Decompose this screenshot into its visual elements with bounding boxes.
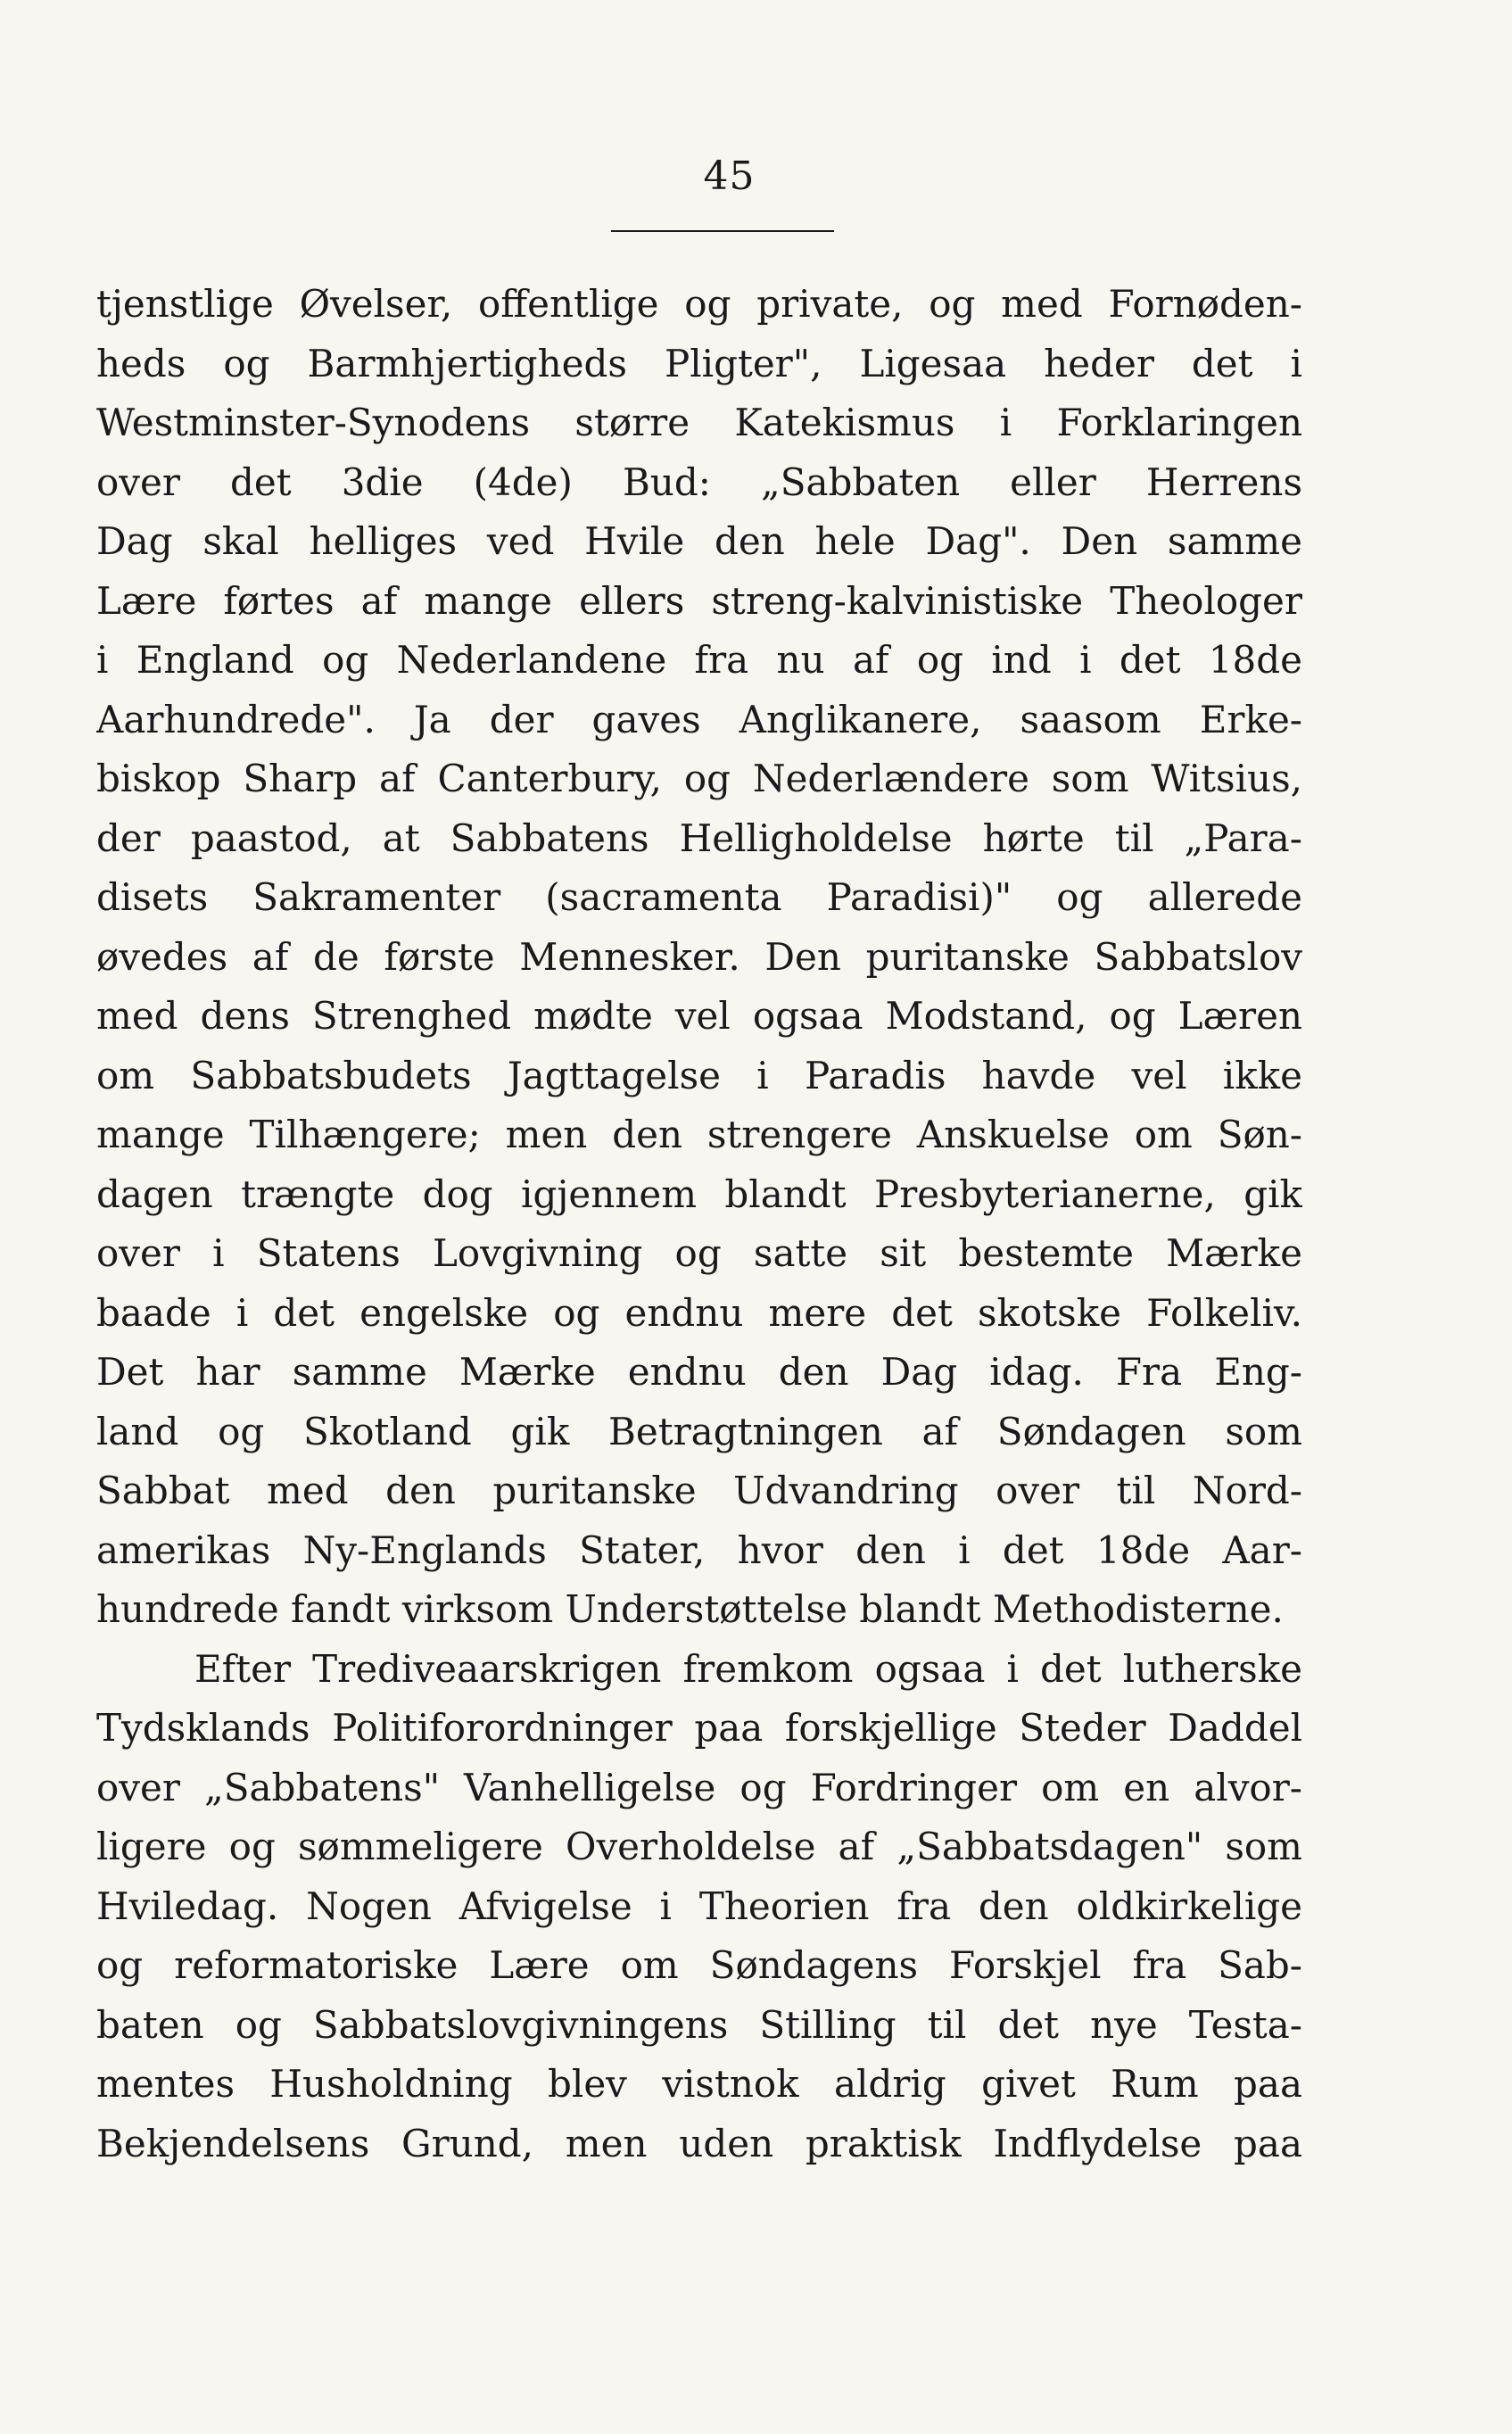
text-line: over det 3die (4de) Bud: „Sabbaten eller Herrens — [96, 459, 1302, 504]
text-line: Efter Trediveaarskrigen fremkom ogsaa i det lutherske — [194, 1646, 1302, 1691]
text-line: Dag skal helliges ved Hvile den hele Dag". Den samme — [96, 519, 1302, 563]
text-line: over i Statens Lovgivning og satte sit bestemte Mærke — [96, 1231, 1302, 1275]
text-line: mange Tilhængere; men den strengere Anskuelse om Søn- — [96, 1113, 1302, 1156]
text-line: Westminster-Synodens større Katekismus i Forklaringen — [96, 401, 1302, 444]
text-line: Hviledag. Nogen Afvigelse i Theorien fra den oldkirkelige — [96, 1883, 1302, 1928]
text-line: disets Sakramenter (sacramenta Paradisi)" og allerede — [96, 875, 1302, 919]
text-line: baade i det engelske og endnu mere det skotske Folkeliv. — [96, 1290, 1302, 1335]
text-line: dagen trængte dog igjennem blandt Presbyterianerne, gik — [96, 1171, 1302, 1216]
page-number: 45 — [703, 153, 756, 199]
text-line: biskop Sharp af Canterbury, og Nederlændere som Witsius, — [96, 757, 1302, 800]
text-line: og reformatoriske Lære om Søndagens Forskjel fra Sab- — [96, 1943, 1302, 1987]
text-line: ligere og sømmeligere Overholdelse af „Sabbatsdagen" som — [96, 1825, 1302, 1868]
text-line: Lære førtes af mange ellers streng-kalvinistiske Theologer — [96, 578, 1302, 623]
text-line: der paastod, at Sabbatens Helligholdelse hørte til „Para- — [96, 815, 1302, 860]
text-line: Tydsklands Politiforordninger paa forskjellige Steder Daddel — [96, 1706, 1302, 1750]
header-rule — [611, 230, 834, 232]
text-line: amerikas Ny-Englands Stater, hvor den i det 18de Aar- — [96, 1527, 1302, 1572]
text-line: tjenstlige Øvelser, offentlige og private, og med Fornøden- — [96, 282, 1302, 326]
text-line: Aarhundrede". Ja der gaves Anglikanere, saasom Erke- — [96, 697, 1302, 741]
text-line: øvedes af de første Mennesker. Den puritanske Sabbatslov — [96, 934, 1302, 979]
text-line: Sabbat med den puritanske Udvandring over til Nord- — [96, 1469, 1302, 1512]
text-line: hundrede fandt virksom Understøttelse blandt Methodisterne. — [96, 1587, 1284, 1631]
text-line: med dens Strenghed mødte vel ogsaa Modstand, og Læren — [96, 994, 1302, 1038]
text-line: heds og Barmhjertigheds Pligter", Ligesaa heder det i — [96, 341, 1302, 385]
text-line: mentes Husholdning blev vistnok aldrig givet Rum paa — [96, 2062, 1302, 2106]
text-line: land og Skotland gik Betragtningen af Søndagen som — [96, 1409, 1302, 1453]
text-line: i England og Nederlandene fra nu af og ind i det 18de — [96, 638, 1302, 682]
text-line: Bekjendelsens Grund, men uden praktisk Indflydelse paa — [96, 2121, 1302, 2165]
text-line: baten og Sabbatslovgivningens Stilling til det nye Testa- — [96, 2002, 1302, 2047]
text-line: Det har samme Mærke endnu den Dag idag. Fra Eng- — [96, 1350, 1302, 1394]
text-line: om Sabbatsbudets Jagttagelse i Paradis havde vel ikke — [96, 1053, 1302, 1097]
body-text — [96, 275, 1302, 2173]
text-line: over „Sabbatens" Vanhelligelse og Fordringer om en alvor- — [96, 1765, 1302, 1809]
